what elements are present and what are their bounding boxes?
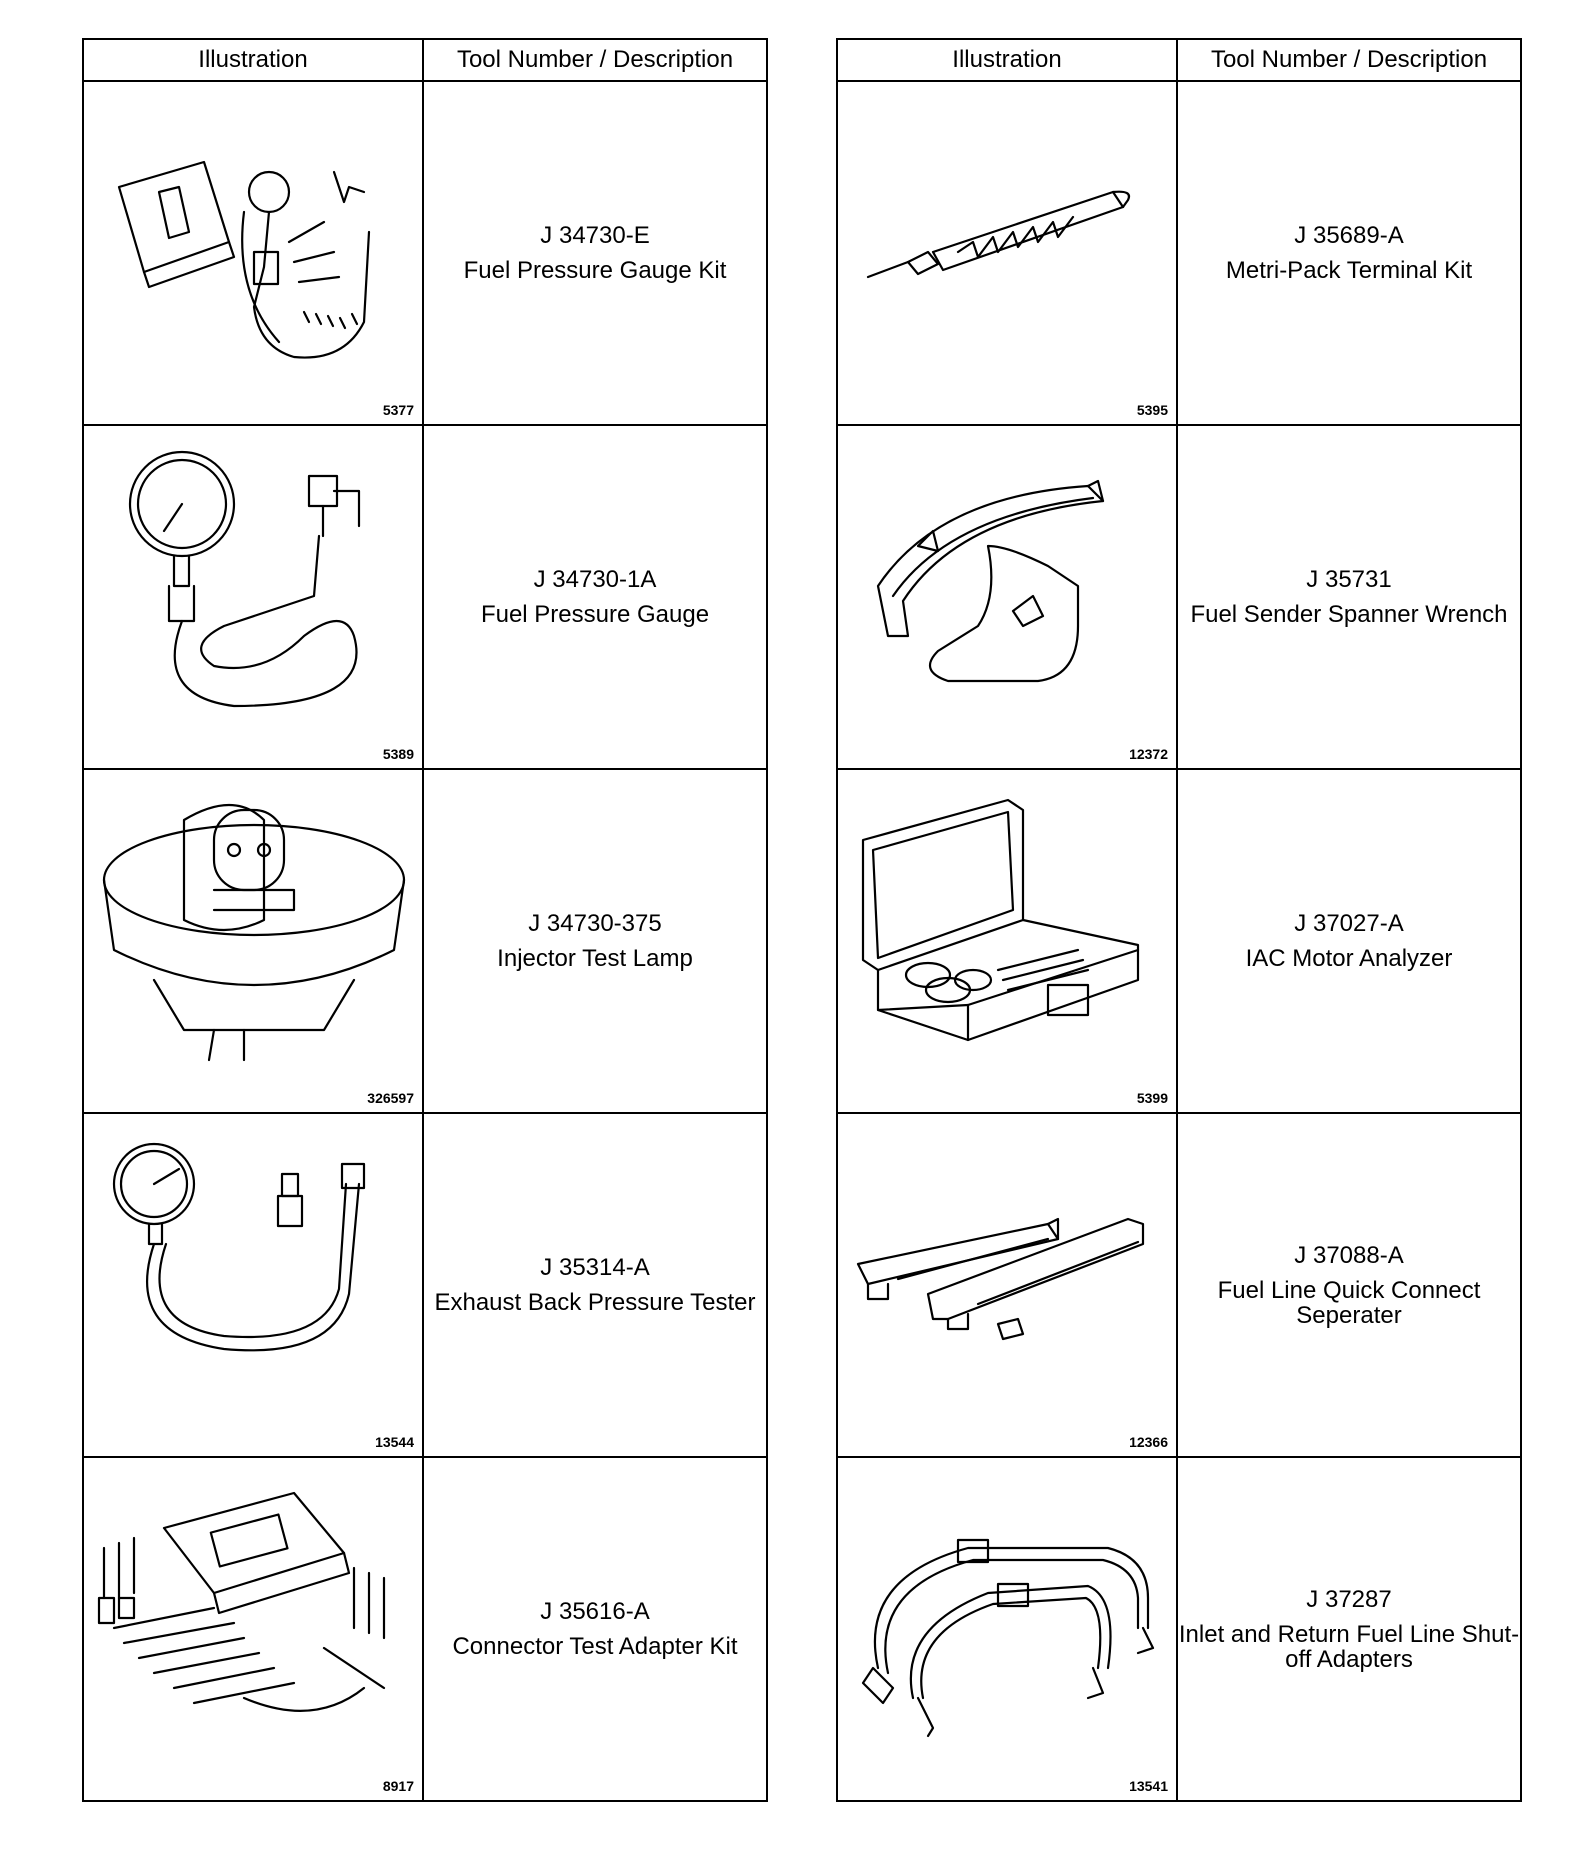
tool-description: Exhaust Back Pressure Tester (434, 1289, 756, 1316)
figure-number: 5399 (1136, 1090, 1168, 1106)
illustration-cell (83, 769, 423, 1113)
tool-number: J 34730-E (540, 222, 650, 249)
figure-number: 12366 (1129, 1434, 1168, 1450)
tool-number: J 35616-A (540, 1598, 650, 1625)
table-row (837, 1457, 1521, 1801)
illustration-cell (837, 425, 1177, 769)
description-cell (1177, 81, 1521, 425)
tool-number: J 37088-A (1294, 1241, 1404, 1269)
table-row (837, 81, 1521, 425)
figure-number: 5389 (382, 746, 414, 762)
header-tool-description: Tool Number / Description (1177, 39, 1521, 81)
tool-number: J 34730-1A (533, 566, 657, 593)
tool-description: IAC Motor Analyzer (1245, 945, 1453, 972)
illustration-cell (837, 1113, 1177, 1457)
illustration-cell (837, 81, 1177, 425)
description-cell (1177, 1457, 1521, 1801)
tool-description: Fuel Pressure Gauge Kit (463, 257, 727, 284)
description-cell (423, 769, 767, 1113)
figure-number: 8917 (382, 1778, 414, 1794)
table-row (83, 1113, 767, 1457)
description-cell (1177, 769, 1521, 1113)
figure-number: 5395 (1136, 402, 1168, 418)
tool-description: Fuel Pressure Gauge (480, 601, 710, 628)
table-row (83, 425, 767, 769)
tool-description: Injector Test Lamp (497, 945, 693, 972)
table-row (837, 769, 1521, 1113)
tool-description: Fuel Sender Spanner Wrench (1190, 601, 1508, 628)
iac-motor-analyzer-illustration (848, 780, 1166, 1080)
figure-number: 13541 (1129, 1778, 1168, 1794)
description-cell (423, 1113, 767, 1457)
tool-table-left (82, 38, 768, 1802)
header-illustration: Illustration (837, 39, 1177, 81)
injector-test-lamp-illustration (94, 780, 412, 1080)
fuel-pressure-gauge-kit-illustration (94, 92, 412, 392)
figure-number: 13544 (375, 1434, 414, 1450)
tool-number: J 35689-A (1294, 222, 1404, 249)
header-illustration: Illustration (83, 39, 423, 81)
table-row (837, 425, 1521, 769)
tool-number: J 37027-A (1294, 910, 1404, 937)
header-row (837, 39, 1521, 81)
tool-number: J 34730-375 (528, 910, 662, 937)
table-row (83, 1457, 767, 1801)
connector-test-adapter-kit-illustration (94, 1468, 412, 1768)
table-row (83, 769, 767, 1113)
table-row (837, 1113, 1521, 1457)
fuel-line-quick-connect-seperater-illustration (848, 1124, 1166, 1424)
description-cell (423, 425, 767, 769)
description-cell (1177, 1113, 1521, 1457)
description-cell (423, 1457, 767, 1801)
tool-table-right (836, 38, 1522, 1802)
table-row (83, 81, 767, 425)
header-row (83, 39, 767, 81)
fuel-pressure-gauge-illustration (94, 436, 412, 736)
tool-description: Inlet and Return Fuel Line Shut-off Adapters (1178, 1620, 1520, 1673)
illustration-cell (83, 1457, 423, 1801)
tool-description: Metri-Pack Terminal Kit (1225, 257, 1473, 284)
illustration-cell (837, 769, 1177, 1113)
illustration-cell (83, 425, 423, 769)
tool-number: J 37287 (1306, 1585, 1392, 1613)
tool-description: Connector Test Adapter Kit (452, 1633, 738, 1660)
figure-number: 326597 (367, 1090, 414, 1106)
description-cell (1177, 425, 1521, 769)
illustration-cell (837, 1457, 1177, 1801)
tool-number: J 35314-A (540, 1254, 650, 1281)
tool-number: J 35731 (1306, 566, 1392, 593)
figure-number: 5377 (382, 402, 414, 418)
inlet-and-return-fuel-line-shut-off-adapters-illustration (848, 1468, 1166, 1768)
metri-pack-terminal-kit-illustration (848, 92, 1166, 392)
fuel-sender-spanner-wrench-illustration (848, 436, 1166, 736)
description-cell (423, 81, 767, 425)
exhaust-back-pressure-tester-illustration (94, 1124, 412, 1424)
illustration-cell (83, 1113, 423, 1457)
tool-description: Fuel Line Quick Connect Seperater (1217, 1276, 1481, 1329)
header-tool-description: Tool Number / Description (423, 39, 767, 81)
figure-number: 12372 (1129, 746, 1168, 762)
illustration-cell (83, 81, 423, 425)
